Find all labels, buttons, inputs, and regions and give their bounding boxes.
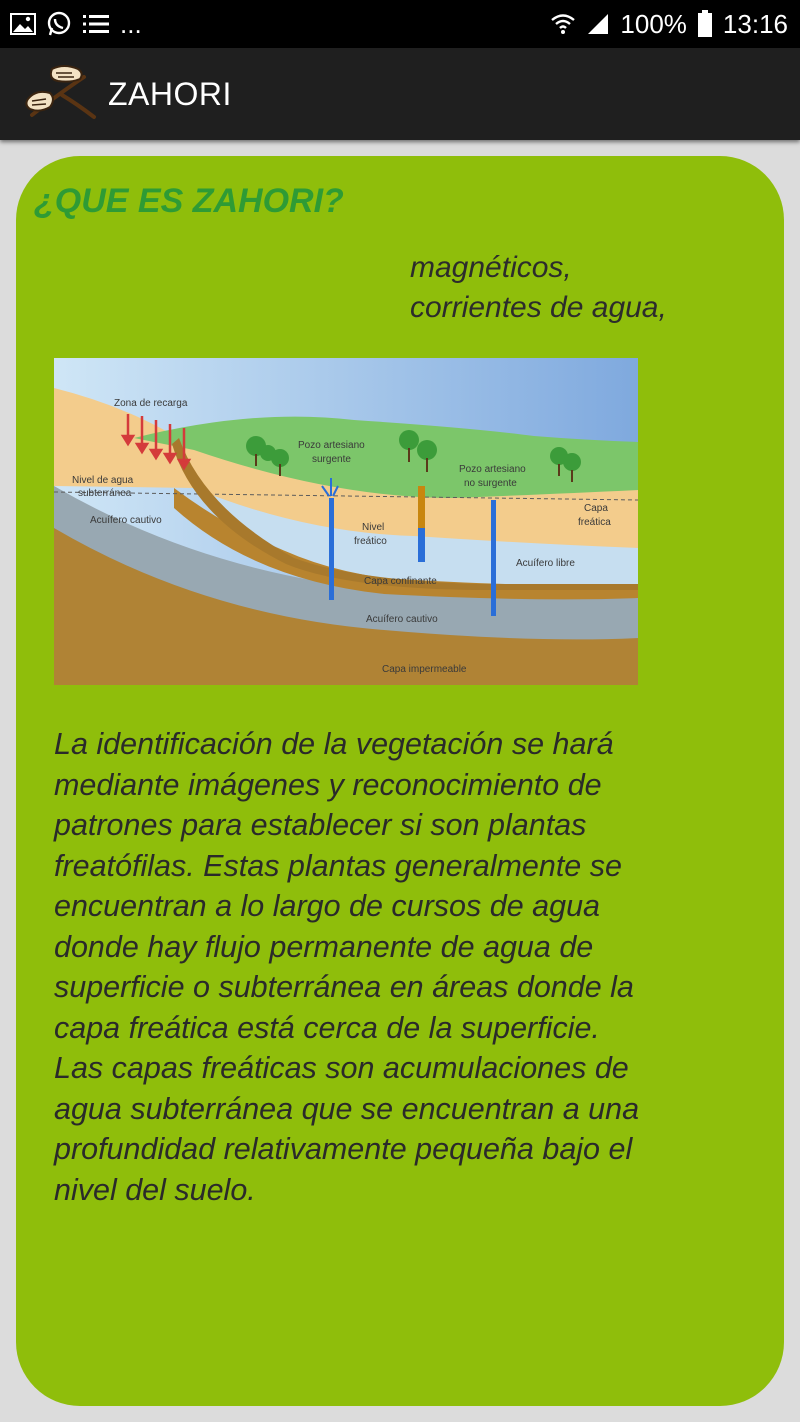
wifi-icon bbox=[550, 12, 576, 36]
diagram-label: Acuífero cautivo bbox=[366, 614, 438, 625]
paragraph-line: capa freática está cerca de la superficie. bbox=[54, 1010, 600, 1045]
diagram-label: surgente bbox=[312, 454, 351, 465]
paragraph-line: mediante imágenes y reconocimiento de bbox=[54, 767, 602, 802]
app-title: ZAHORI bbox=[108, 75, 232, 112]
battery-percent: 100% bbox=[620, 8, 687, 39]
dowsing-hands-icon bbox=[22, 59, 100, 129]
status-bar-right bbox=[550, 9, 788, 40]
status-bar bbox=[0, 0, 800, 48]
description-paragraph bbox=[54, 724, 746, 1210]
paragraph-line: freatófilas. Estas plantas generalmente se bbox=[54, 848, 622, 883]
paragraph-line: patrones para establecer si son plantas bbox=[54, 808, 587, 842]
diagram-label: Pozo artesiano bbox=[459, 464, 526, 475]
paragraph-line: La identificación de la vegetación se hará bbox=[54, 727, 614, 761]
partial-text-line: magnéticos, bbox=[410, 251, 572, 284]
whatsapp-icon bbox=[46, 11, 72, 37]
diagram-label: Capa confinante bbox=[364, 576, 437, 587]
diagram-label: no surgente bbox=[464, 478, 517, 489]
battery-icon bbox=[697, 10, 713, 38]
clock: 13:16 bbox=[722, 8, 788, 39]
status-bar-left bbox=[10, 9, 142, 40]
partial-text-fragment bbox=[410, 248, 667, 328]
diagram-label: Zona de recarga bbox=[114, 398, 188, 409]
paragraph-line: superficie o subterránea en áreas donde la bbox=[54, 970, 634, 1004]
diagram-label: Pozo artesiano bbox=[298, 440, 365, 451]
diagram-label: Capa bbox=[584, 503, 608, 514]
list-icon bbox=[82, 13, 110, 35]
paragraph-line: encuentran a lo largo de cursos de agua bbox=[54, 889, 600, 923]
diagram-label: Nivel de agua bbox=[72, 475, 134, 486]
section-heading: ¿QUE ES ZAHORI? bbox=[34, 182, 344, 220]
aquifer-diagram-svg bbox=[54, 358, 638, 685]
signal-icon bbox=[586, 12, 610, 36]
diagram-label: Nivel bbox=[362, 522, 385, 533]
notification-overflow: ... bbox=[120, 8, 142, 39]
diagram-label: freática bbox=[578, 517, 611, 528]
paragraph-line: profundidad relativamente pequeña bajo el bbox=[54, 1132, 633, 1166]
paragraph-line: donde hay flujo permanente de agua de bbox=[54, 929, 594, 964]
diagram-label: subterránea bbox=[78, 488, 132, 499]
partial-text-line: corrientes de agua, bbox=[410, 291, 667, 324]
app-bar bbox=[0, 48, 800, 140]
aquifer-diagram bbox=[54, 358, 638, 685]
diagram-label: Acuífero libre bbox=[516, 558, 575, 569]
diagram-label: Acuífero cautivo bbox=[90, 515, 162, 526]
content-card bbox=[16, 156, 784, 1406]
image-icon bbox=[10, 13, 36, 35]
diagram-label: freático bbox=[354, 536, 387, 547]
paragraph-line: nivel del suelo. bbox=[54, 1172, 256, 1207]
diagram-label: Capa impermeable bbox=[382, 664, 467, 675]
paragraph-line: agua subterránea que se encuentran a una bbox=[54, 1091, 640, 1126]
paragraph-line: Las capas freáticas son acumulaciones de bbox=[54, 1051, 629, 1085]
